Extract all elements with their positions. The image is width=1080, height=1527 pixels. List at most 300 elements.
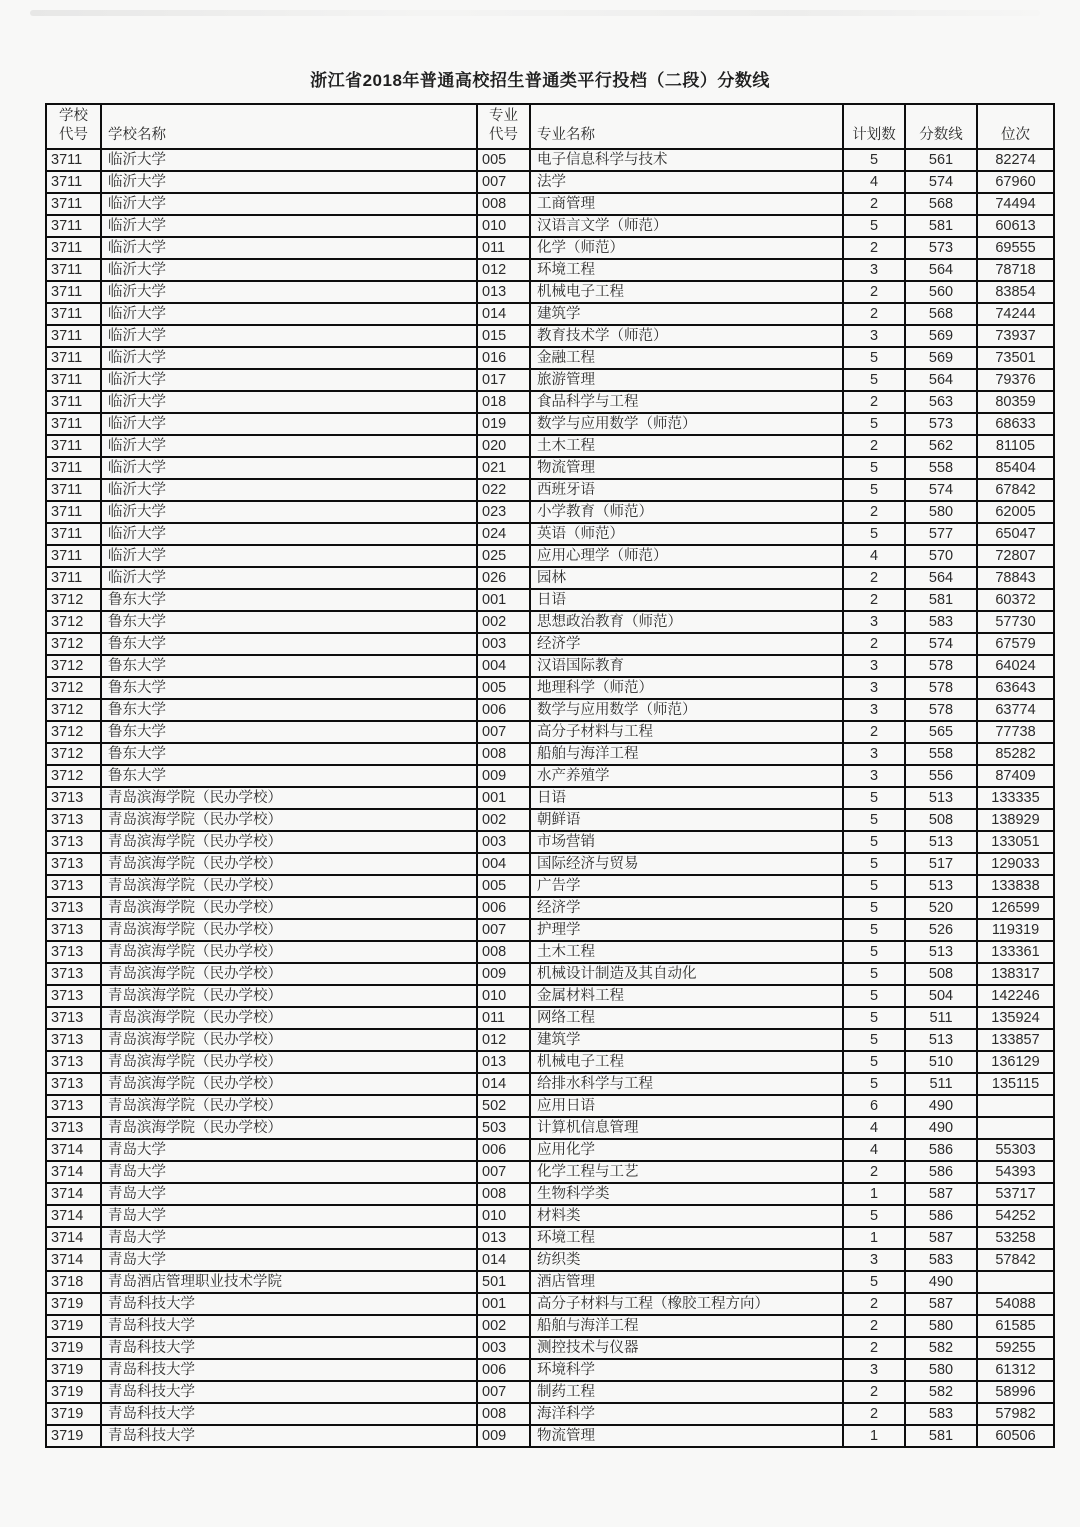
cell-score-line: 568 xyxy=(905,303,977,325)
cell-school-code: 3712 xyxy=(46,699,101,721)
cell-plan-count: 3 xyxy=(843,677,905,699)
cell-rank: 60506 xyxy=(977,1425,1054,1447)
cell-plan-count: 2 xyxy=(843,1315,905,1337)
cell-major-code: 004 xyxy=(477,655,530,677)
table-row xyxy=(46,1293,1054,1315)
cell-score-line: 574 xyxy=(905,171,977,193)
cell-major-code: 017 xyxy=(477,369,530,391)
cell-school-code: 3719 xyxy=(46,1293,101,1315)
cell-rank: 73937 xyxy=(977,325,1054,347)
cell-school-code: 3711 xyxy=(46,479,101,501)
cell-plan-count: 5 xyxy=(843,149,905,171)
cell-score-line: 490 xyxy=(905,1095,977,1117)
cell-score-line: 583 xyxy=(905,1403,977,1425)
cell-plan-count: 5 xyxy=(843,1073,905,1095)
cell-rank: 87409 xyxy=(977,765,1054,787)
col-header-major-code-line2: 代号 xyxy=(489,127,518,144)
cell-school-code: 3713 xyxy=(46,787,101,809)
cell-rank: 85404 xyxy=(977,457,1054,479)
cell-school-name: 青岛科技大学 xyxy=(101,1403,477,1425)
col-header-major-name: 专业名称 xyxy=(530,104,843,149)
cell-rank: 80359 xyxy=(977,391,1054,413)
cell-rank: 55303 xyxy=(977,1139,1054,1161)
cell-school-name: 青岛滨海学院（民办学校） xyxy=(101,831,477,853)
cell-rank: 54393 xyxy=(977,1161,1054,1183)
col-header-school-code-line1: 学校 xyxy=(59,108,88,125)
cell-plan-count: 2 xyxy=(843,1381,905,1403)
cell-rank: 138317 xyxy=(977,963,1054,985)
cell-school-code: 3712 xyxy=(46,721,101,743)
cell-major-code: 014 xyxy=(477,1073,530,1095)
cell-score-line: 587 xyxy=(905,1293,977,1315)
cell-major-name: 建筑学 xyxy=(530,303,843,325)
table-row xyxy=(46,1403,1054,1425)
cell-school-name: 青岛滨海学院（民办学校） xyxy=(101,1029,477,1051)
cell-score-line: 580 xyxy=(905,501,977,523)
cell-plan-count: 3 xyxy=(843,1249,905,1271)
cell-major-code: 008 xyxy=(477,1403,530,1425)
cell-major-name: 海洋科学 xyxy=(530,1403,843,1425)
cell-major-name: 西班牙语 xyxy=(530,479,843,501)
cell-plan-count: 2 xyxy=(843,501,905,523)
table-row xyxy=(46,523,1054,545)
cell-major-name: 环境工程 xyxy=(530,1227,843,1249)
table-row xyxy=(46,237,1054,259)
cell-rank: 78843 xyxy=(977,567,1054,589)
table-row xyxy=(46,281,1054,303)
cell-plan-count: 5 xyxy=(843,1205,905,1227)
cell-school-code: 3719 xyxy=(46,1315,101,1337)
cell-school-name: 临沂大学 xyxy=(101,391,477,413)
table-row xyxy=(46,347,1054,369)
cell-major-name: 应用化学 xyxy=(530,1139,843,1161)
cell-score-line: 563 xyxy=(905,391,977,413)
cell-school-name: 青岛大学 xyxy=(101,1249,477,1271)
cell-plan-count: 1 xyxy=(843,1183,905,1205)
cell-school-code: 3713 xyxy=(46,1095,101,1117)
table-row xyxy=(46,633,1054,655)
cell-major-name: 建筑学 xyxy=(530,1029,843,1051)
table-row xyxy=(46,1381,1054,1403)
cell-school-code: 3711 xyxy=(46,523,101,545)
cell-major-code: 005 xyxy=(477,149,530,171)
cell-school-code: 3713 xyxy=(46,853,101,875)
cell-major-name: 材料类 xyxy=(530,1205,843,1227)
cell-school-name: 临沂大学 xyxy=(101,369,477,391)
cell-score-line: 564 xyxy=(905,567,977,589)
cell-school-name: 青岛滨海学院（民办学校） xyxy=(101,1117,477,1139)
cell-major-code: 007 xyxy=(477,171,530,193)
cell-school-code: 3711 xyxy=(46,567,101,589)
cell-rank xyxy=(977,1117,1054,1139)
cell-major-name: 环境工程 xyxy=(530,259,843,281)
cell-school-name: 临沂大学 xyxy=(101,545,477,567)
cell-school-code: 3713 xyxy=(46,963,101,985)
cell-plan-count: 5 xyxy=(843,897,905,919)
cell-school-code: 3713 xyxy=(46,1007,101,1029)
cell-score-line: 513 xyxy=(905,1029,977,1051)
cell-plan-count: 2 xyxy=(843,1403,905,1425)
table-row xyxy=(46,1117,1054,1139)
cell-school-name: 鲁东大学 xyxy=(101,765,477,787)
cell-major-name: 数学与应用数学（师范） xyxy=(530,699,843,721)
cell-rank: 135115 xyxy=(977,1073,1054,1095)
cell-school-name: 青岛科技大学 xyxy=(101,1337,477,1359)
table-row xyxy=(46,1227,1054,1249)
cell-school-code: 3711 xyxy=(46,435,101,457)
table-row xyxy=(46,611,1054,633)
cell-school-name: 鲁东大学 xyxy=(101,677,477,699)
cell-school-code: 3711 xyxy=(46,391,101,413)
cell-major-name: 园林 xyxy=(530,567,843,589)
cell-score-line: 581 xyxy=(905,1425,977,1447)
cell-major-code: 013 xyxy=(477,1051,530,1073)
cell-school-code: 3712 xyxy=(46,743,101,765)
cell-score-line: 517 xyxy=(905,853,977,875)
cell-plan-count: 5 xyxy=(843,1271,905,1293)
scan-artifact xyxy=(30,10,1040,16)
cell-school-name: 临沂大学 xyxy=(101,523,477,545)
cell-major-name: 网络工程 xyxy=(530,1007,843,1029)
cell-major-name: 日语 xyxy=(530,787,843,809)
table-row xyxy=(46,831,1054,853)
cell-plan-count: 3 xyxy=(843,743,905,765)
cell-rank: 67579 xyxy=(977,633,1054,655)
table-row xyxy=(46,1337,1054,1359)
cell-school-name: 青岛大学 xyxy=(101,1139,477,1161)
cell-score-line: 564 xyxy=(905,369,977,391)
cell-plan-count: 1 xyxy=(843,1425,905,1447)
cell-score-line: 508 xyxy=(905,809,977,831)
cell-score-line: 573 xyxy=(905,413,977,435)
cell-major-name: 高分子材料与工程（橡胶工程方向） xyxy=(530,1293,843,1315)
cell-major-code: 024 xyxy=(477,523,530,545)
cell-major-code: 013 xyxy=(477,1227,530,1249)
cell-school-code: 3713 xyxy=(46,1029,101,1051)
cell-score-line: 558 xyxy=(905,743,977,765)
cell-rank: 63643 xyxy=(977,677,1054,699)
cell-major-code: 502 xyxy=(477,1095,530,1117)
cell-rank: 72807 xyxy=(977,545,1054,567)
cell-school-name: 青岛科技大学 xyxy=(101,1381,477,1403)
table-row xyxy=(46,413,1054,435)
cell-major-name: 化学（师范） xyxy=(530,237,843,259)
cell-major-name: 应用心理学（师范） xyxy=(530,545,843,567)
cell-score-line: 490 xyxy=(905,1117,977,1139)
cell-school-code: 3711 xyxy=(46,171,101,193)
table-row xyxy=(46,809,1054,831)
table-row xyxy=(46,875,1054,897)
cell-school-code: 3711 xyxy=(46,281,101,303)
col-header-school-name: 学校名称 xyxy=(101,104,477,149)
cell-major-code: 007 xyxy=(477,721,530,743)
cell-major-name: 食品科学与工程 xyxy=(530,391,843,413)
cell-school-code: 3713 xyxy=(46,1051,101,1073)
cell-school-name: 临沂大学 xyxy=(101,567,477,589)
table-row xyxy=(46,1425,1054,1447)
cell-rank: 119319 xyxy=(977,919,1054,941)
cell-school-name: 青岛滨海学院（民办学校） xyxy=(101,919,477,941)
cell-major-code: 002 xyxy=(477,1315,530,1337)
cell-plan-count: 5 xyxy=(843,941,905,963)
cell-major-name: 机械电子工程 xyxy=(530,1051,843,1073)
cell-major-code: 007 xyxy=(477,919,530,941)
cell-school-code: 3711 xyxy=(46,149,101,171)
cell-school-name: 青岛科技大学 xyxy=(101,1315,477,1337)
cell-plan-count: 2 xyxy=(843,567,905,589)
cell-school-name: 鲁东大学 xyxy=(101,611,477,633)
cell-plan-count: 2 xyxy=(843,435,905,457)
cell-school-name: 青岛滨海学院（民办学校） xyxy=(101,1073,477,1095)
cell-plan-count: 5 xyxy=(843,787,905,809)
cell-plan-count: 5 xyxy=(843,1007,905,1029)
cell-school-name: 鲁东大学 xyxy=(101,721,477,743)
cell-major-code: 003 xyxy=(477,1337,530,1359)
cell-rank: 74244 xyxy=(977,303,1054,325)
cell-score-line: 587 xyxy=(905,1183,977,1205)
cell-school-name: 青岛滨海学院（民办学校） xyxy=(101,1051,477,1073)
cell-school-name: 青岛大学 xyxy=(101,1161,477,1183)
cell-major-name: 护理学 xyxy=(530,919,843,941)
cell-school-name: 青岛滨海学院（民办学校） xyxy=(101,853,477,875)
cell-rank: 63774 xyxy=(977,699,1054,721)
document-title: 浙江省2018年普通高校招生普通类平行投档（二段）分数线 xyxy=(310,71,770,90)
cell-major-code: 004 xyxy=(477,853,530,875)
cell-rank xyxy=(977,1095,1054,1117)
table-row xyxy=(46,919,1054,941)
cell-school-code: 3719 xyxy=(46,1381,101,1403)
cell-score-line: 504 xyxy=(905,985,977,1007)
cell-major-name: 地理科学（师范） xyxy=(530,677,843,699)
cell-major-name: 应用日语 xyxy=(530,1095,843,1117)
cell-score-line: 562 xyxy=(905,435,977,457)
cell-score-line: 586 xyxy=(905,1161,977,1183)
cell-school-code: 3711 xyxy=(46,545,101,567)
cell-major-code: 016 xyxy=(477,347,530,369)
cell-rank: 138929 xyxy=(977,809,1054,831)
cell-rank: 77738 xyxy=(977,721,1054,743)
cell-school-code: 3714 xyxy=(46,1227,101,1249)
table-row xyxy=(46,1161,1054,1183)
cell-major-name: 旅游管理 xyxy=(530,369,843,391)
cell-major-code: 012 xyxy=(477,259,530,281)
cell-rank: 61585 xyxy=(977,1315,1054,1337)
cell-major-name: 日语 xyxy=(530,589,843,611)
cell-plan-count: 2 xyxy=(843,721,905,743)
cell-major-name: 计算机信息管理 xyxy=(530,1117,843,1139)
cell-plan-count: 2 xyxy=(843,237,905,259)
cell-plan-count: 3 xyxy=(843,259,905,281)
cell-major-code: 021 xyxy=(477,457,530,479)
cell-score-line: 558 xyxy=(905,457,977,479)
cell-major-code: 001 xyxy=(477,1293,530,1315)
table-row xyxy=(46,171,1054,193)
table-header xyxy=(46,104,1054,149)
cell-score-line: 513 xyxy=(905,875,977,897)
cell-major-code: 013 xyxy=(477,281,530,303)
cell-school-code: 3711 xyxy=(46,215,101,237)
table-row xyxy=(46,325,1054,347)
table-row xyxy=(46,743,1054,765)
cell-major-code: 008 xyxy=(477,1183,530,1205)
cell-score-line: 582 xyxy=(905,1381,977,1403)
cell-major-code: 010 xyxy=(477,985,530,1007)
cell-major-name: 思想政治教育（师范） xyxy=(530,611,843,633)
cell-school-code: 3714 xyxy=(46,1249,101,1271)
cell-rank: 54252 xyxy=(977,1205,1054,1227)
cell-plan-count: 5 xyxy=(843,919,905,941)
cell-school-name: 临沂大学 xyxy=(101,303,477,325)
cell-score-line: 560 xyxy=(905,281,977,303)
table-row xyxy=(46,303,1054,325)
cell-school-code: 3713 xyxy=(46,831,101,853)
cell-score-line: 513 xyxy=(905,787,977,809)
col-header-plan-count: 计划数 xyxy=(843,104,905,149)
cell-major-name: 船舶与海洋工程 xyxy=(530,743,843,765)
cell-plan-count: 4 xyxy=(843,171,905,193)
cell-score-line: 574 xyxy=(905,479,977,501)
cell-score-line: 564 xyxy=(905,259,977,281)
cell-rank: 68633 xyxy=(977,413,1054,435)
cell-major-name: 金融工程 xyxy=(530,347,843,369)
cell-score-line: 578 xyxy=(905,699,977,721)
cell-rank: 62005 xyxy=(977,501,1054,523)
cell-major-code: 009 xyxy=(477,765,530,787)
table-row xyxy=(46,259,1054,281)
cell-school-code: 3713 xyxy=(46,919,101,941)
table-row xyxy=(46,435,1054,457)
cell-plan-count: 3 xyxy=(843,699,905,721)
cell-major-name: 给排水科学与工程 xyxy=(530,1073,843,1095)
cell-major-code: 503 xyxy=(477,1117,530,1139)
cell-score-line: 586 xyxy=(905,1205,977,1227)
cell-score-line: 526 xyxy=(905,919,977,941)
cell-school-name: 青岛科技大学 xyxy=(101,1425,477,1447)
cell-major-name: 高分子材料与工程 xyxy=(530,721,843,743)
cell-major-code: 018 xyxy=(477,391,530,413)
cell-major-name: 制药工程 xyxy=(530,1381,843,1403)
cell-major-code: 501 xyxy=(477,1271,530,1293)
table-row xyxy=(46,1139,1054,1161)
table-row xyxy=(46,897,1054,919)
cell-rank: 133335 xyxy=(977,787,1054,809)
table-row xyxy=(46,1051,1054,1073)
cell-plan-count: 3 xyxy=(843,655,905,677)
cell-plan-count: 5 xyxy=(843,413,905,435)
table-row xyxy=(46,1205,1054,1227)
table-row xyxy=(46,457,1054,479)
table-row xyxy=(46,391,1054,413)
cell-school-code: 3711 xyxy=(46,237,101,259)
cell-major-code: 002 xyxy=(477,809,530,831)
table-row xyxy=(46,699,1054,721)
cell-major-code: 026 xyxy=(477,567,530,589)
cell-score-line: 581 xyxy=(905,589,977,611)
cell-rank: 67960 xyxy=(977,171,1054,193)
cell-school-code: 3711 xyxy=(46,259,101,281)
cell-score-line: 565 xyxy=(905,721,977,743)
cell-plan-count: 3 xyxy=(843,765,905,787)
cell-score-line: 573 xyxy=(905,237,977,259)
cell-rank: 73501 xyxy=(977,347,1054,369)
cell-school-code: 3714 xyxy=(46,1139,101,1161)
cell-plan-count: 5 xyxy=(843,963,905,985)
cell-school-name: 临沂大学 xyxy=(101,347,477,369)
cell-score-line: 582 xyxy=(905,1337,977,1359)
cell-plan-count: 2 xyxy=(843,281,905,303)
cell-major-name: 化学工程与工艺 xyxy=(530,1161,843,1183)
cell-school-name: 临沂大学 xyxy=(101,171,477,193)
table-row xyxy=(46,1249,1054,1271)
cell-major-code: 020 xyxy=(477,435,530,457)
cell-score-line: 586 xyxy=(905,1139,977,1161)
cell-plan-count: 1 xyxy=(843,1227,905,1249)
cell-plan-count: 5 xyxy=(843,347,905,369)
cell-rank: 69555 xyxy=(977,237,1054,259)
table-row xyxy=(46,545,1054,567)
cell-rank: 60372 xyxy=(977,589,1054,611)
table-row xyxy=(46,193,1054,215)
cell-rank: 79376 xyxy=(977,369,1054,391)
cell-major-code: 006 xyxy=(477,897,530,919)
cell-major-name: 市场营销 xyxy=(530,831,843,853)
cell-rank: 67842 xyxy=(977,479,1054,501)
table-row xyxy=(46,1271,1054,1293)
cell-score-line: 581 xyxy=(905,215,977,237)
cell-school-code: 3711 xyxy=(46,457,101,479)
col-header-rank: 位次 xyxy=(977,104,1054,149)
col-header-score-line: 分数线 xyxy=(905,104,977,149)
cell-plan-count: 5 xyxy=(843,853,905,875)
cell-major-code: 002 xyxy=(477,611,530,633)
cell-school-code: 3712 xyxy=(46,633,101,655)
cell-school-name: 青岛滨海学院（民办学校） xyxy=(101,897,477,919)
cell-rank: 85282 xyxy=(977,743,1054,765)
cell-major-code: 011 xyxy=(477,237,530,259)
col-header-school-code-line2: 代号 xyxy=(59,127,88,144)
cell-major-code: 011 xyxy=(477,1007,530,1029)
cell-major-code: 007 xyxy=(477,1161,530,1183)
cell-plan-count: 2 xyxy=(843,193,905,215)
cell-school-code: 3713 xyxy=(46,1073,101,1095)
cell-school-name: 鲁东大学 xyxy=(101,743,477,765)
cell-major-name: 数学与应用数学（师范） xyxy=(530,413,843,435)
cell-school-name: 青岛大学 xyxy=(101,1205,477,1227)
table-row xyxy=(46,655,1054,677)
cell-school-code: 3711 xyxy=(46,325,101,347)
cell-school-code: 3713 xyxy=(46,1117,101,1139)
cell-major-code: 010 xyxy=(477,1205,530,1227)
cell-school-name: 临沂大学 xyxy=(101,501,477,523)
cell-school-code: 3711 xyxy=(46,413,101,435)
cell-school-code: 3714 xyxy=(46,1161,101,1183)
cell-school-name: 临沂大学 xyxy=(101,435,477,457)
cell-score-line: 490 xyxy=(905,1271,977,1293)
cell-rank: 129033 xyxy=(977,853,1054,875)
cell-score-line: 568 xyxy=(905,193,977,215)
cell-major-code: 006 xyxy=(477,1359,530,1381)
cell-score-line: 510 xyxy=(905,1051,977,1073)
cell-school-name: 鲁东大学 xyxy=(101,589,477,611)
cell-major-name: 朝鲜语 xyxy=(530,809,843,831)
cell-major-name: 小学教育（师范） xyxy=(530,501,843,523)
cell-school-code: 3712 xyxy=(46,611,101,633)
cell-school-name: 临沂大学 xyxy=(101,457,477,479)
cell-score-line: 511 xyxy=(905,1073,977,1095)
cell-school-name: 青岛科技大学 xyxy=(101,1293,477,1315)
cell-school-code: 3711 xyxy=(46,303,101,325)
cell-school-code: 3712 xyxy=(46,677,101,699)
